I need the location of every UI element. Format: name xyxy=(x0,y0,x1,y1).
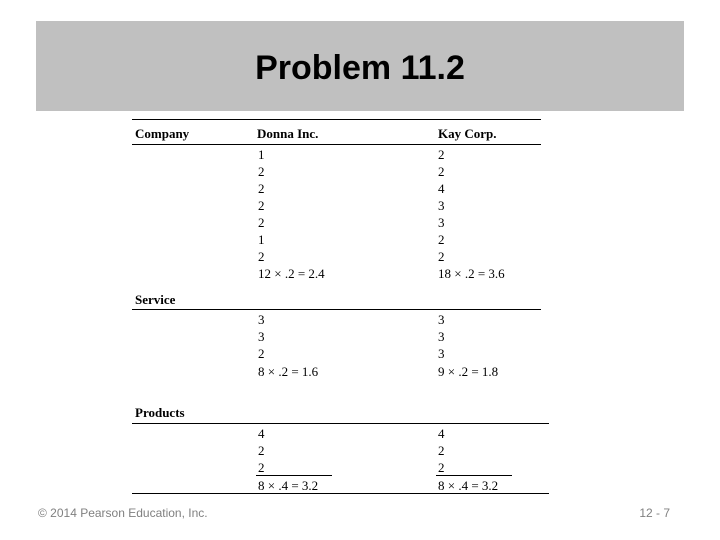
sum-rule-kay xyxy=(436,475,512,476)
table-cell: 2 xyxy=(438,443,445,458)
table-cell: 2 xyxy=(438,460,445,475)
table-cell: 4 xyxy=(258,426,265,441)
section-rule xyxy=(132,423,549,424)
table-cell: 3 xyxy=(258,312,265,327)
table-cell: 2 xyxy=(438,164,445,179)
table-cell: 3 xyxy=(438,198,445,213)
total-donna: 8 × .2 = 1.6 xyxy=(258,364,319,379)
table-cell: 2 xyxy=(258,198,265,213)
section-label: Service xyxy=(135,292,176,307)
table-cell: 2 xyxy=(258,164,265,179)
table-cell: 3 xyxy=(438,329,445,344)
table-cell: 2 xyxy=(258,346,265,361)
title-banner xyxy=(36,21,684,111)
table-cell: 2 xyxy=(438,232,445,247)
table-cell: 4 xyxy=(438,426,445,441)
table-cell: 3 xyxy=(438,215,445,230)
total-donna: 12 × .2 = 2.4 xyxy=(258,266,325,281)
table-cell: 3 xyxy=(438,312,445,327)
slide-title: Problem 11.2 xyxy=(255,49,465,87)
total-kay: 18 × .2 = 3.6 xyxy=(438,266,505,281)
table-cell: 2 xyxy=(258,460,265,475)
section-label: Products xyxy=(135,405,185,420)
header-kay: Kay Corp. xyxy=(438,126,497,141)
sum-rule-donna xyxy=(256,475,332,476)
table-cell: 2 xyxy=(438,249,445,264)
table-bottom-rule xyxy=(132,493,549,494)
header-donna: Donna Inc. xyxy=(257,126,319,141)
table-cell: 1 xyxy=(258,232,265,247)
total-kay: 8 × .4 = 3.2 xyxy=(438,478,499,493)
total-kay: 9 × .2 = 1.8 xyxy=(438,364,499,379)
table-cell: 3 xyxy=(258,329,265,344)
page-number: 12 - 7 xyxy=(639,506,670,520)
table-cell: 4 xyxy=(438,181,445,196)
copyright-footer: © 2014 Pearson Education, Inc. xyxy=(38,506,208,520)
header-bottom-rule xyxy=(132,144,541,145)
table-cell: 3 xyxy=(438,346,445,361)
table-cell: 2 xyxy=(438,147,445,162)
section-rule xyxy=(132,309,541,310)
table-cell: 2 xyxy=(258,215,265,230)
table-cell: 1 xyxy=(258,147,265,162)
table-cell: 2 xyxy=(258,249,265,264)
table-cell: 2 xyxy=(258,181,265,196)
table-cell: 2 xyxy=(258,443,265,458)
total-donna: 8 × .4 = 3.2 xyxy=(258,478,319,493)
table-top-rule xyxy=(132,119,541,120)
header-company: Company xyxy=(135,126,190,141)
